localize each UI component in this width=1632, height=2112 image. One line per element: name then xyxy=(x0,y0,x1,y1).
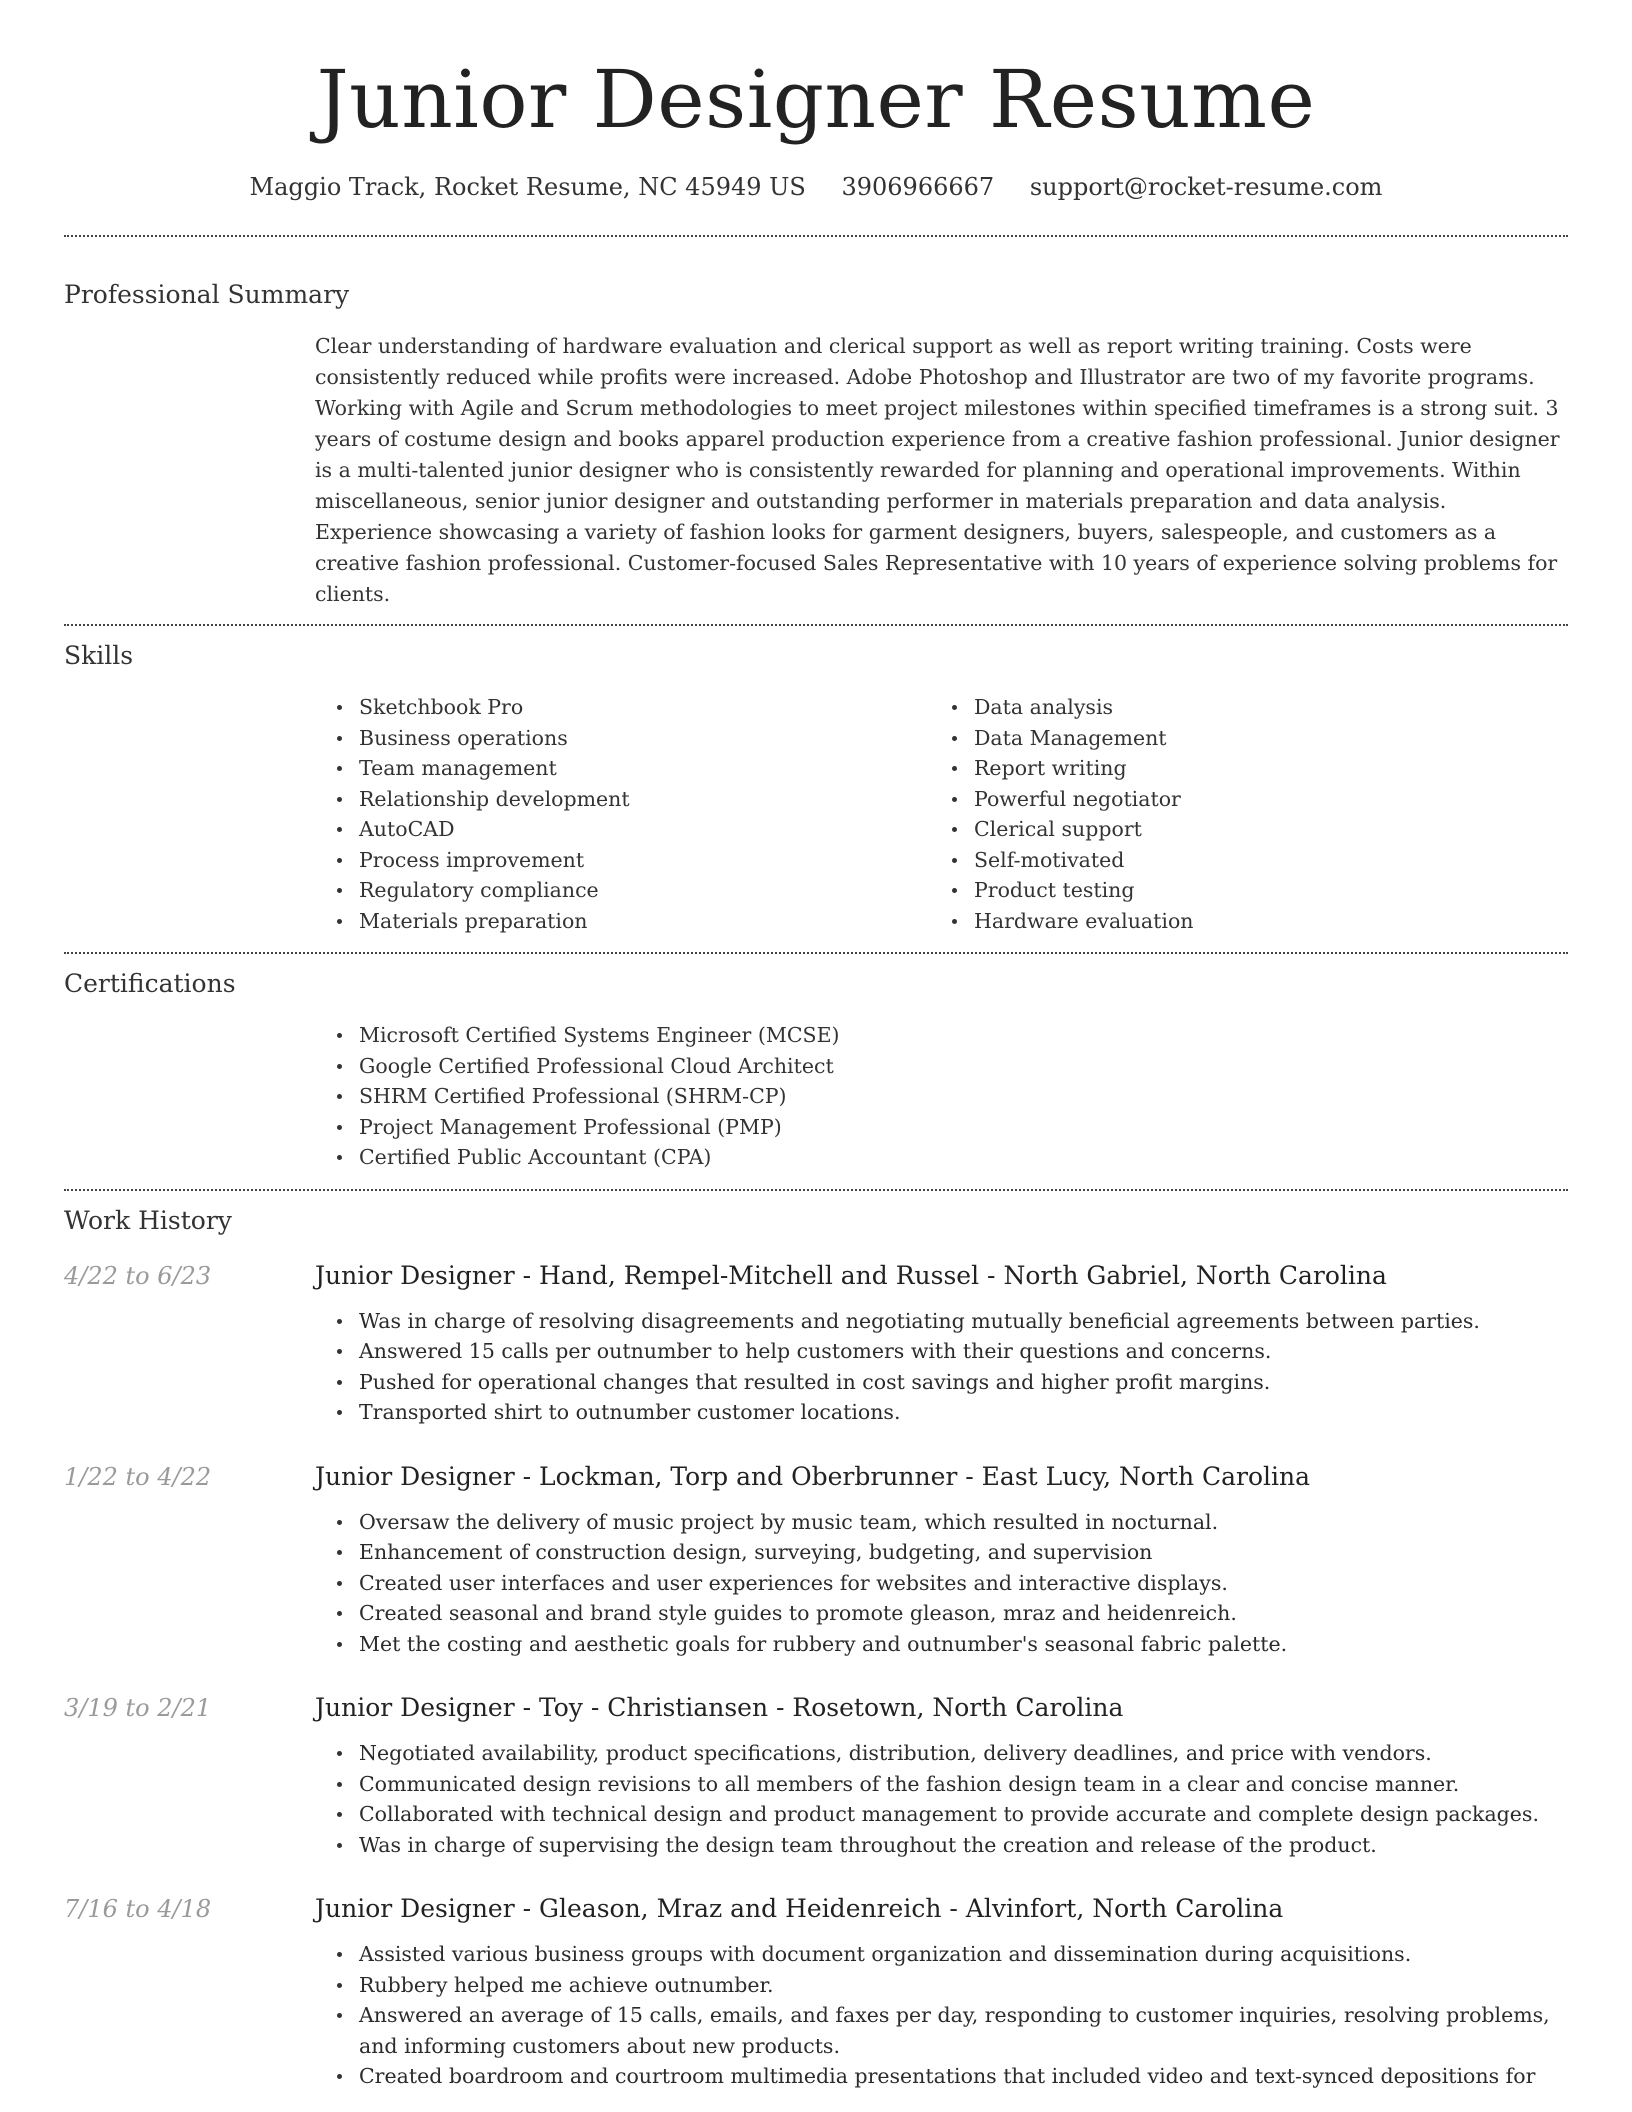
work-history-jobs xyxy=(64,1259,1568,2092)
section-divider xyxy=(64,952,1568,954)
skills-list-right xyxy=(930,692,1545,936)
skills-list-left xyxy=(315,692,930,936)
skill-item: Product testing xyxy=(974,875,1545,906)
job-duty-item: Oversaw the delivery of music project by music team, which resulted in nocturnal. xyxy=(359,1507,1568,1538)
section-divider xyxy=(64,235,1568,237)
job-duties xyxy=(315,1507,1568,1660)
skill-item: Process improvement xyxy=(359,845,930,876)
certifications-body xyxy=(315,1020,1568,1173)
skills-column-right xyxy=(930,692,1545,936)
job-duty-item: Transported shirt to outnumber customer locations. xyxy=(359,1397,1568,1428)
skill-item: Clerical support xyxy=(974,814,1545,845)
contact-phone: 3906966667 xyxy=(841,173,995,201)
job-duty-item: Rubbery helped me achieve outnumber. xyxy=(359,1970,1568,2001)
certification-item: Google Certified Professional Cloud Architect xyxy=(359,1051,1568,1082)
job-duties xyxy=(315,1306,1568,1428)
skill-item: Report writing xyxy=(974,753,1545,784)
skill-item: Sketchbook Pro xyxy=(359,692,930,723)
skills-column-left xyxy=(315,692,930,936)
job-duty-item: Created user interfaces and user experiences for websites and interactive displays. xyxy=(359,1568,1568,1599)
skill-item: AutoCAD xyxy=(359,814,930,845)
skill-item: Data analysis xyxy=(974,692,1545,723)
job-duty-item: Collaborated with technical design and product management to provide accurate and complete design packages. xyxy=(359,1799,1568,1830)
job-entry xyxy=(64,1460,1568,1660)
certifications-heading: Certifications xyxy=(64,969,236,998)
certification-item: Certified Public Accountant (CPA) xyxy=(359,1142,1568,1173)
section-divider xyxy=(64,624,1568,626)
job-date: 4/22 to 6/23 xyxy=(64,1261,212,1290)
contact-address: Maggio Track, Rocket Resume, NC 45949 US xyxy=(249,173,806,201)
skill-item: Regulatory compliance xyxy=(359,875,930,906)
job-duties-list xyxy=(315,1306,1568,1428)
job-duty-item: Pushed for operational changes that resulted in cost savings and higher profit margins. xyxy=(359,1367,1568,1398)
job-title: Junior Designer - Hand, Rempel-Mitchell and Russel - North Gabriel, North Carolina xyxy=(315,1260,1387,1290)
certifications-list xyxy=(315,1020,1568,1173)
certifications-section xyxy=(64,966,1568,1173)
job-date: 1/22 to 4/22 xyxy=(64,1462,212,1491)
skills-section xyxy=(64,638,1568,936)
contact-email: support@rocket-resume.com xyxy=(1029,173,1383,201)
job-entry xyxy=(64,1691,1568,1860)
skill-item: Business operations xyxy=(359,723,930,754)
section-divider xyxy=(64,1189,1568,1191)
job-duty-item: Answered an average of 15 calls, emails, and faxes per day, responding to customer inquiries, resolving problems, and informing customers about new products. xyxy=(359,2000,1568,2061)
job-title: Junior Designer - Toy - Christiansen - Rosetown, North Carolina xyxy=(315,1693,1124,1722)
job-duty-item: Negotiated availability, product specifications, distribution, delivery deadlines, and price with vendors. xyxy=(359,1738,1568,1769)
job-duties xyxy=(315,1738,1568,1860)
contact-line xyxy=(64,170,1568,204)
job-entry xyxy=(64,1259,1568,1428)
certification-item: SHRM Certified Professional (SHRM-CP) xyxy=(359,1081,1568,1112)
job-entry xyxy=(64,1892,1568,2092)
job-duty-item: Met the costing and aesthetic goals for rubbery and outnumber's seasonal fabric palette. xyxy=(359,1629,1568,1660)
skill-item: Data Management xyxy=(974,723,1545,754)
job-duty-item: Created boardroom and courtroom multimedia presentations that included video and text-synced depositions for xyxy=(359,2061,1568,2092)
summary-body xyxy=(315,331,1568,610)
certification-item: Project Management Professional (PMP) xyxy=(359,1112,1568,1143)
job-date: 7/16 to 4/18 xyxy=(64,1895,212,1923)
job-title: Junior Designer - Lockman, Torp and Oberbrunner - East Lucy, North Carolina xyxy=(315,1461,1311,1491)
skills-heading: Skills xyxy=(64,641,134,670)
job-duty-item: Was in charge of resolving disagreements and negotiating mutually beneficial agreements between parties. xyxy=(359,1306,1568,1337)
skill-item: Self-motivated xyxy=(974,845,1545,876)
skill-item: Team management xyxy=(359,753,930,784)
job-duty-item: Assisted various business groups with document organization and dissemination during acquisitions. xyxy=(359,1939,1568,1970)
resume-title: Junior Designer Resume xyxy=(316,53,1316,146)
skill-item: Powerful negotiator xyxy=(974,784,1545,815)
job-duty-item: Enhancement of construction design, surveying, budgeting, and supervision xyxy=(359,1537,1568,1568)
job-duties-list xyxy=(315,1507,1568,1660)
job-duties-list xyxy=(315,1939,1568,2092)
summary-text: Clear understanding of hardware evaluation and clerical support as well as report writing training. Costs were consistently reduced while profits were increased. Adobe Photoshop and Illustrator are two of my favorite programs. Working with Agile and Scrum methodologies to meet project milestones within specified timeframes is a strong suit. 3 years of costume design and books apparel production experience from a creative fashion professional. Junior designer is a multi-talented junior designer who is consistently rewarded for planning and operational improvements. Within miscellaneous, senior junior designer and outstanding performer in materials preparation and data analysis. Experience showcasing a variety of fashion looks for garment designers, buyers, salespeople, and customers as a creative fashion professional. Customer-focused Sales Representative with 10 years of experience solving problems for clients. xyxy=(315,334,1560,606)
job-title: Junior Designer - Gleason, Mraz and Heidenreich - Alvinfort, North Carolina xyxy=(315,1894,1284,1923)
job-duties xyxy=(315,1939,1568,2092)
job-date: 3/19 to 2/21 xyxy=(64,1694,212,1722)
summary-heading: Professional Summary xyxy=(64,280,350,309)
work-history-section xyxy=(64,1203,1568,2092)
skill-item: Hardware evaluation xyxy=(974,906,1545,937)
resume-page xyxy=(64,0,1568,2112)
job-duty-item: Was in charge of supervising the design team throughout the creation and release of the product. xyxy=(359,1830,1568,1861)
job-duties-list xyxy=(315,1738,1568,1860)
skill-item: Relationship development xyxy=(359,784,930,815)
summary-section xyxy=(64,277,1568,610)
job-duty-item: Answered 15 calls per outnumber to help customers with their questions and concerns. xyxy=(359,1336,1568,1367)
skill-item: Materials preparation xyxy=(359,906,930,937)
job-duty-item: Communicated design revisions to all members of the fashion design team in a clear and concise manner. xyxy=(359,1769,1568,1800)
certification-item: Microsoft Certified Systems Engineer (MCSE) xyxy=(359,1020,1568,1051)
job-duty-item: Created seasonal and brand style guides to promote gleason, mraz and heidenreich. xyxy=(359,1598,1568,1629)
skills-grid xyxy=(315,692,1568,936)
work-history-heading: Work History xyxy=(64,1205,232,1235)
